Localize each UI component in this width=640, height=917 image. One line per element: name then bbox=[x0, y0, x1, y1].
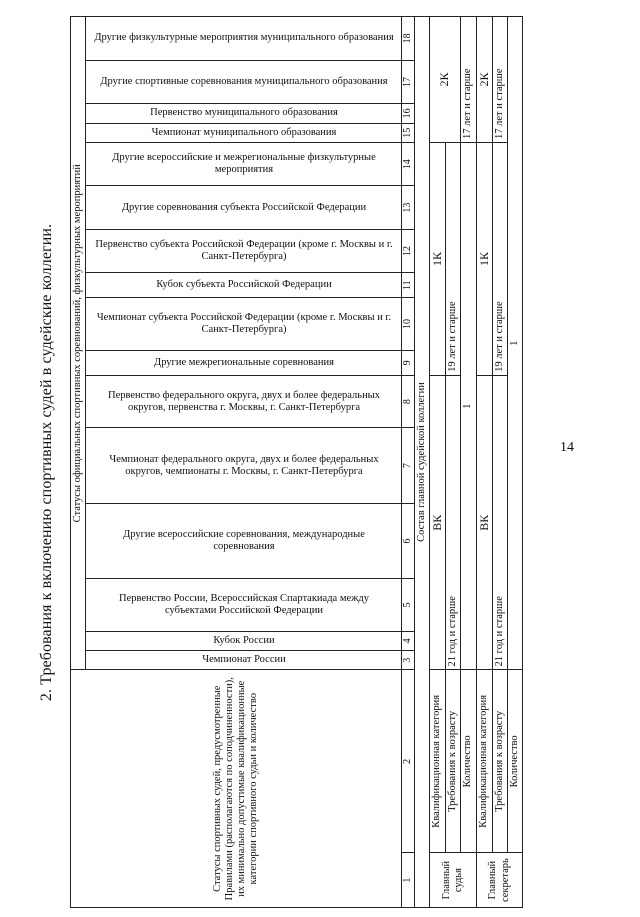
category-value: 2К bbox=[476, 17, 493, 143]
category-value: ВК bbox=[476, 375, 493, 670]
column-numbers-row bbox=[402, 17, 415, 908]
requirements-table bbox=[70, 16, 523, 908]
col-number: 17 bbox=[402, 60, 415, 103]
table-row bbox=[429, 17, 446, 908]
col-number: 9 bbox=[402, 350, 415, 375]
row-label: Количество bbox=[508, 670, 523, 853]
col-header: Первенство федерального округа, двух и более федеральных округов, первенства г. Москвы, г. Санкт-Петербурга bbox=[86, 375, 402, 428]
row-label: Требования к возрасту bbox=[493, 670, 508, 853]
table-row bbox=[493, 17, 508, 908]
age-value: 17 лет и старше bbox=[493, 17, 508, 143]
table-row bbox=[476, 17, 493, 908]
category-value: ВК bbox=[429, 375, 446, 670]
col-header: Кубок России bbox=[86, 631, 402, 650]
page-number: 14 bbox=[560, 440, 574, 455]
col-number: 15 bbox=[402, 123, 415, 142]
section-heading: 2. Требования к включению спортивных судей в судейские коллегии. bbox=[38, 223, 55, 702]
table-row bbox=[508, 17, 523, 908]
category-value: 1К bbox=[476, 143, 493, 376]
col-header: Чемпионат субъекта Российской Федерации (кроме г. Москвы и г. Санкт-Петербурга) bbox=[86, 298, 402, 351]
table-row bbox=[461, 17, 476, 908]
section-title: Состав главной судейской коллегии bbox=[414, 17, 429, 908]
col-header: Другие соревнования субъекта Российской Федерации bbox=[86, 186, 402, 229]
col-header: Другие всероссийские соревнования, международные соревнования bbox=[86, 503, 402, 578]
col-number: 13 bbox=[402, 186, 415, 229]
col-number: 2 bbox=[402, 670, 415, 853]
col-number: 4 bbox=[402, 631, 415, 650]
rotated-document bbox=[30, 15, 610, 910]
role-cell: Главный секретарь bbox=[476, 853, 523, 908]
col-number: 10 bbox=[402, 298, 415, 351]
table-row bbox=[446, 17, 461, 908]
row-label: Квалификационная категория bbox=[429, 670, 446, 853]
age-value: 17 лет и старше bbox=[461, 17, 476, 143]
age-value: 21 год и старше bbox=[493, 375, 508, 670]
col-header: Другие физкультурные мероприятия муниципального образования bbox=[86, 17, 402, 61]
age-value: 19 лет и старше bbox=[493, 143, 508, 376]
col-header: Другие всероссийские и межрегиональные физкультурные мероприятия bbox=[86, 143, 402, 186]
category-value: 1К bbox=[429, 143, 446, 376]
col-header: Чемпионат федерального округа, двух и более федеральных округов, чемпионаты г. Москвы, г. Санкт-Петербурга bbox=[86, 428, 402, 503]
row-label: Квалификационная категория bbox=[476, 670, 493, 853]
header-group-text: Статусы официальных спортивных соревнований, физкультурных мероприятий bbox=[72, 164, 83, 523]
col-number: 1 bbox=[402, 853, 415, 908]
role-cell: Главный судья bbox=[429, 853, 476, 908]
col-number: 12 bbox=[402, 229, 415, 272]
col-number: 11 bbox=[402, 273, 415, 298]
category-value: 2К bbox=[429, 17, 461, 143]
row-label: Количество bbox=[461, 670, 476, 853]
col-header: Чемпионат муниципального образования bbox=[86, 123, 402, 142]
col-header: Первенство России, Всероссийская Спартакиада между субъектами Российской Федерации bbox=[86, 579, 402, 632]
col-header: Другие межрегиональные соревнования bbox=[86, 350, 402, 375]
col-header: Кубок субъекта Российской Федерации bbox=[86, 273, 402, 298]
header-status-text: Статусы спортивных судей, предусмотренные Правилами (располагаются по соподчиненности), их минимально допустимые квалификационные категории спортивного судьи и количество bbox=[211, 677, 260, 901]
col-header: Первенство субъекта Российской Федерации (кроме г. Москвы и г. Санкт-Петербурга) bbox=[86, 229, 402, 272]
age-value: 21 год и старше bbox=[446, 375, 461, 670]
count-value: 1 bbox=[461, 143, 476, 670]
col-number: 8 bbox=[402, 375, 415, 428]
col-number: 6 bbox=[402, 503, 415, 578]
col-header: Чемпионат России bbox=[86, 651, 402, 670]
col-number: 18 bbox=[402, 17, 415, 61]
col-number: 7 bbox=[402, 428, 415, 503]
count-value: 1 bbox=[508, 17, 523, 670]
col-header: Первенство муниципального образования bbox=[86, 104, 402, 123]
col-number: 3 bbox=[402, 651, 415, 670]
col-number: 14 bbox=[402, 143, 415, 186]
row-label: Требования к возрасту bbox=[446, 670, 461, 853]
col-number: 16 bbox=[402, 104, 415, 123]
header-group-cell bbox=[71, 17, 86, 670]
col-number: 5 bbox=[402, 579, 415, 632]
age-value: 19 лет и старше bbox=[446, 143, 461, 376]
header-status-cell bbox=[71, 670, 402, 908]
col-header: Другие спортивные соревнования муниципального образования bbox=[86, 60, 402, 103]
